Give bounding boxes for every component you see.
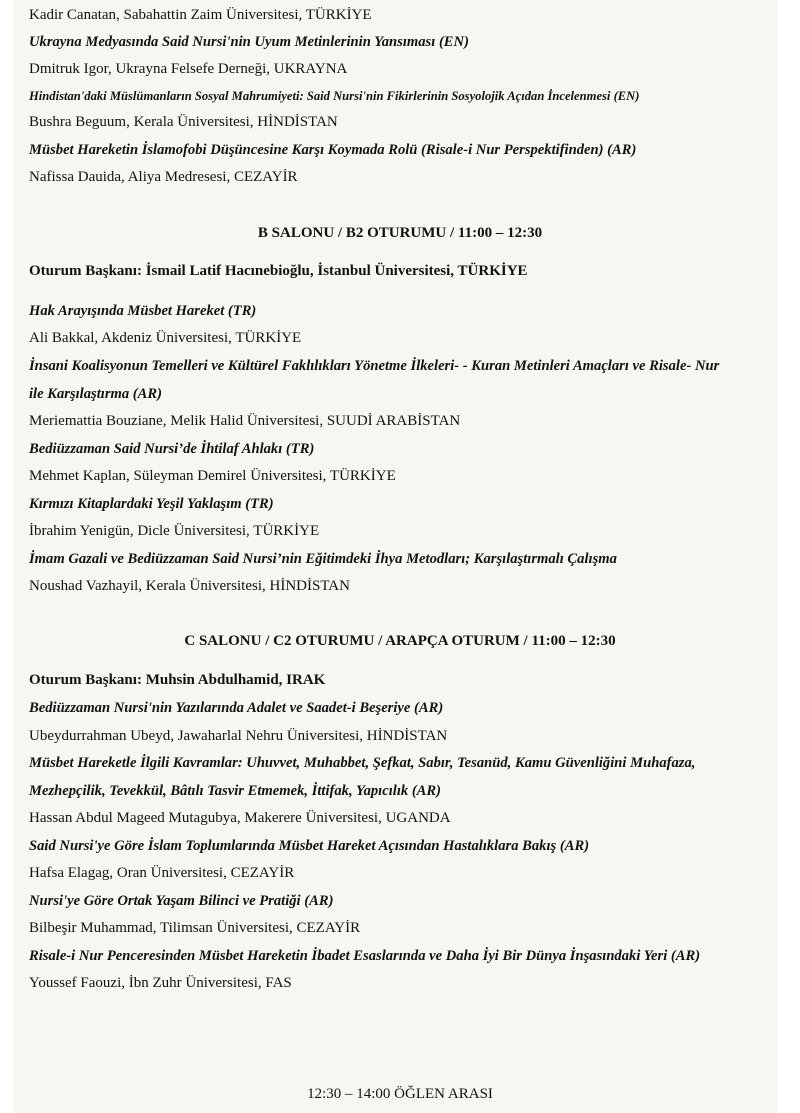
author-line: Kadir Canatan, Sabahattin Zaim Üniversitesi, TÜRKİYE [29,7,372,23]
paper-title: İnsani Koalisyonun Temelleri ve Kültürel Faklılıkları Yönetme İlkeleri- - Kuran Metinleri Amaçları ve Risale- Nur [29,358,720,374]
paper-title: Bediüzzaman Said Nursi’de İhtilaf Ahlakı (TR) [29,441,315,457]
session-heading-b2: B SALONU / B2 OTURUMU / 11:00 – 12:30 [257,225,543,241]
paper-title: Said Nursi'ye Göre İslam Toplumlarında Müsbet Hareket Açısından Hastalıklara Bakış (AR) [29,838,590,854]
paper-title: Hindistan'daki Müslümanların Sosyal Mahrumiyeti: Said Nursi'nin Fikirlerinin Sosyolojik Açıdan İncelenmesi (EN) [29,89,640,103]
paper-title: Risale-i Nur Penceresinden Müsbet Hareketin İbadet Esaslarında ve Daha İyi Bir Dünya İnşasındaki Yeri (AR) [29,948,701,964]
session-chair-b2: Oturum Başkanı: İsmail Latif Hacınebioğlu, İstanbul Üniversitesi, TÜRKİYE [29,263,528,279]
program-page [13,0,778,1113]
paper-title: Ukrayna Medyasında Said Nursi'nin Uyum Metinlerinin Yansıması (EN) [29,34,469,50]
author-line: Hassan Abdul Mageed Mutagubya, Makerere Üniversitesi, UGANDA [29,810,451,826]
paper-title-continued: ile Karşılaştırma (AR) [29,386,162,402]
session-chair-c2: Oturum Başkanı: Muhsin Abdulhamid, IRAK [29,672,326,688]
paper-title: Hak Arayışında Müsbet Hareket (TR) [29,303,257,319]
session-heading-c2: C SALONU / C2 OTURUMU / ARAPÇA OTURUM / 11:00 – 12:30 [184,633,616,649]
author-line: Bushra Beguum, Kerala Üniversitesi, HİNDİSTAN [29,114,338,130]
author-line: Meriemattia Bouziane, Melik Halid Üniversitesi, SUUDİ ARABİSTAN [29,413,461,429]
paper-title: Bediüzzaman Nursi'nin Yazılarında Adalet ve Saadet-i Beşeriye (AR) [29,700,444,716]
author-line: Mehmet Kaplan, Süleyman Demirel Üniversitesi, TÜRKİYE [29,468,396,484]
author-line: Dmitruk Igor, Ukrayna Felsefe Derneği, UKRAYNA [29,61,348,77]
paper-title-continued: Mezhepçilik, Tevekkül, Bâtılı Tasvir Etmemek, İttifak, Yapıcılık (AR) [29,783,442,799]
author-line: Bilbeşir Muhammad, Tilimsan Üniversitesi, CEZAYİR [29,920,361,936]
author-line: Youssef Faouzi, İbn Zuhr Üniversitesi, FAS [29,975,292,991]
author-line: Hafsa Elagag, Oran Üniversitesi, CEZAYİR [29,865,295,881]
author-line: Ali Bakkal, Akdeniz Üniversitesi, TÜRKİYE [29,330,302,346]
paper-title: İmam Gazali ve Bediüzzaman Said Nursi’nin Eğitimdeki İhya Metodları; Karşılaştırmalı Çalışma [29,551,617,567]
paper-title: Nursi'ye Göre Ortak Yaşam Bilinci ve Pratiği (AR) [29,893,334,909]
author-line: İbrahim Yenigün, Dicle Üniversitesi, TÜRKİYE [29,523,320,539]
author-line: Nafissa Dauida, Aliya Medresesi, CEZAYİR [29,169,298,185]
paper-title: Müsbet Hareketle İlgili Kavramlar: Uhuvvet, Muhabbet, Şefkat, Sabır, Tesanüd, Kamu Güvenliğini Muhafaza, [29,755,696,771]
paper-title: Müsbet Hareketin İslamofobi Düşüncesine Karşı Koymada Rolü (Risale-i Nur Perspektifinden) (AR) [29,142,637,158]
author-line: Noushad Vazhayil, Kerala Üniversitesi, HİNDİSTAN [29,578,350,594]
author-line: Ubeydurrahman Ubeyd, Jawaharlal Nehru Üniversitesi, HİNDİSTAN [29,728,448,744]
paper-title: Kırmızı Kitaplardaki Yeşil Yaklaşım (TR) [29,496,274,512]
lunch-break-note: 12:30 – 14:00 ÖĞLEN ARASI [307,1086,493,1102]
